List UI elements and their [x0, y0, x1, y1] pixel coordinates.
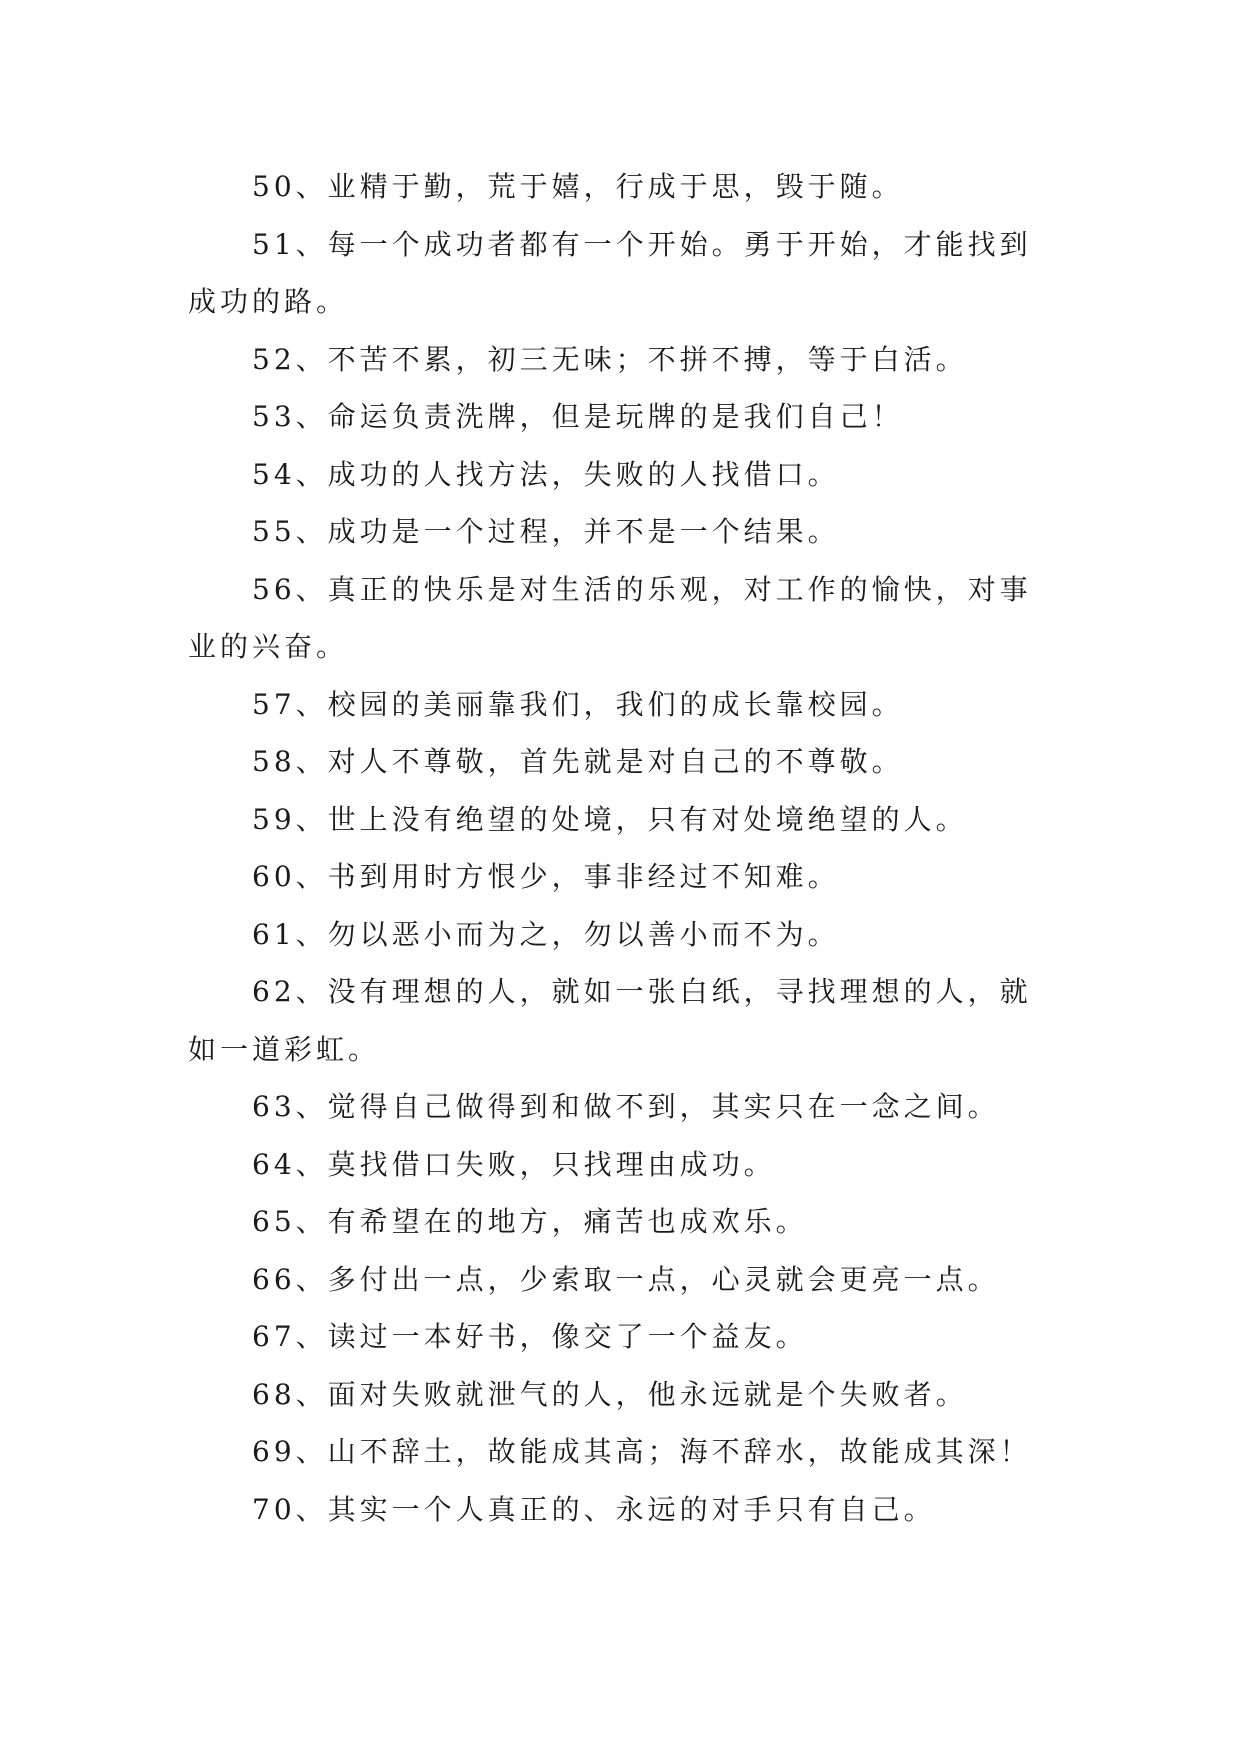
quote-65: 65、有希望在的地方，痛苦也成欢乐。: [252, 1205, 808, 1238]
quote-66: 66、多付出一点，少索取一点，心灵就会更亮一点。: [252, 1262, 1000, 1296]
quote-55: 55、成功是一个过程，并不是一个结果。: [252, 515, 840, 548]
quote-64: 64、莫找借口失败，只找理由成功。: [252, 1147, 776, 1181]
quote-56: 56、真正的快乐是对生活的乐观，对工作的愉快，对事业的兴奋。: [188, 572, 1032, 663]
quote-59: 59、世上没有绝望的处境，只有对处境绝望的人。: [252, 802, 968, 836]
quote-63: 63、觉得自己做得到和做不到，其实只在一念之间。: [252, 1090, 1000, 1123]
quote-53: 53、命运负责洗牌，但是玩牌的是我们自己！: [252, 400, 904, 433]
quote-67: 67、读过一本好书，像交了一个益友。: [252, 1320, 808, 1353]
quote-70: 70、其实一个人真正的、永远的对手只有自己。: [252, 1492, 936, 1526]
quote-69: 69、山不辞土，故能成其高；海不辞水，故能成其深！: [252, 1435, 1032, 1468]
quote-51: 51、每一个成功者都有一个开始。勇于开始，才能找到成功的路。: [188, 227, 1032, 318]
quote-62: 62、没有理想的人，就如一张白纸，寻找理想的人，就如一道彩虹。: [188, 975, 1032, 1066]
quote-61: 61、勿以恶小而为之，勿以善小而不为。: [252, 917, 840, 951]
quote-68: 68、面对失败就泄气的人，他永远就是个失败者。: [252, 1377, 968, 1411]
quote-57: 57、校园的美丽靠我们，我们的成长靠校园。: [252, 687, 904, 721]
quote-50: 50、业精于勤，荒于嬉，行成于思，毁于随。: [252, 170, 904, 203]
quote-list: [188, 158, 1048, 1538]
quote-52: 52、不苦不累，初三无味；不拼不搏，等于白活。: [252, 342, 968, 376]
quote-58: 58、对人不尊敬，首先就是对自己的不尊敬。: [252, 745, 904, 778]
quote-54: 54、成功的人找方法，失败的人找借口。: [252, 457, 840, 491]
quote-60: 60、书到用时方恨少，事非经过不知难。: [252, 860, 840, 893]
